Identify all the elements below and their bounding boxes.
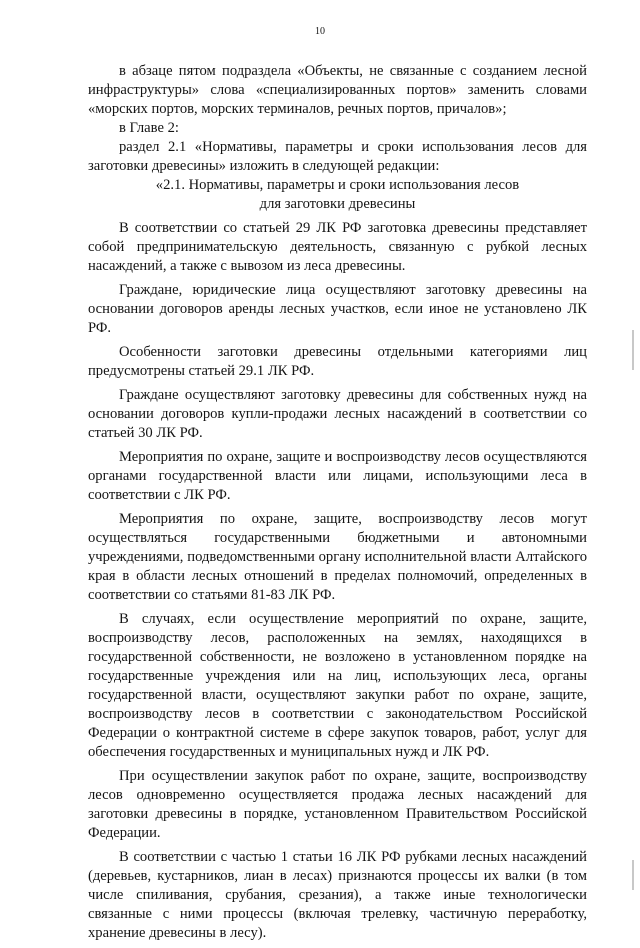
body-paragraph-2: Граждане, юридические лица осуществляют заготовку древесины на основании договоров аренды лесных участков, если иное не установлено ЛК РФ. [88, 282, 587, 336]
scan-edge-mark [632, 330, 634, 370]
section-heading-line-2: для заготовки древесины [259, 196, 416, 212]
body-paragraph-1: В соответствии со статьей 29 ЛК РФ заготовка древесины представляет собой предпринимательскую деятельность, связанную с рубкой лесных насаждений, а также с вывозом из леса древесины. [88, 220, 587, 274]
body-paragraph-9: В соответствии с частью 1 статьи 16 ЛК РФ рубками лесных насаждений (деревьев, кустарников, лиан в лесах) признаются процессы их валки (в том числе спиливания, срубания, срезания), а также иные технологически связанные с ними процессы (включая трелевку, частичную переработку, хранение древесины в лесу). [88, 849, 587, 941]
section-heading-line-1: «2.1. Нормативы, параметры и сроки использования лесов [155, 177, 520, 193]
amendment-intro [88, 62, 587, 214]
intro-paragraph-2: в Главе 2: [119, 120, 179, 136]
scan-edge-mark [632, 860, 634, 890]
intro-paragraph-1: в абзаце пятом подраздела «Объекты, не связанные с созданием лесной инфраструктуры» слова «специализированных портов» заменить словами «морских портов, морских терминалов, речных портов, причалов»; [88, 63, 587, 117]
body-paragraph-6: Мероприятия по охране, защите, воспроизводству лесов могут осуществляться государственными бюджетными и автономными учреждениями, подведомственными органу исполнительной власти Алтайского края в области лесных отношений в пределах полномочий, определенных в соответствии со статьями 81-83 ЛК РФ. [88, 511, 587, 603]
section-body [88, 219, 587, 948]
body-paragraph-3: Особенности заготовки древесины отдельными категориями лиц предусмотрены статьей 29.1 ЛК РФ. [88, 344, 587, 379]
page-number: 10 [315, 26, 325, 37]
body-paragraph-5: Мероприятия по охране, защите и воспроизводству лесов осуществляются органами государственной власти или лицами, использующими леса в соответствии с ЛК РФ. [88, 449, 587, 503]
body-paragraph-8: При осуществлении закупок работ по охране, защите, воспроизводству лесов одновременно осуществляется продажа лесных насаждений для заготовки древесины в порядке, установленном Правительством Российской Федерации. [88, 768, 587, 841]
body-paragraph-7: В случаях, если осуществление мероприятий по охране, защите, воспроизводству лесов, расположенных на землях, находящихся в государственной собственности, не возложено в установленном порядке на государственные учреждения или на лиц, использующих леса, органы государственной власти, осуществляют закупки работ по охране, защите, воспроизводству лесов в соответствии с законодательством Российской Федерации о контрактной системе в сфере закупок товаров, работ, услуг для обеспечения государственных и муниципальных нужд и ЛК РФ. [88, 611, 587, 760]
intro-paragraph-3: раздел 2.1 «Нормативы, параметры и сроки использования лесов для заготовки древесины» изложить в следующей редакции: [88, 139, 587, 174]
body-paragraph-4: Граждане осуществляют заготовку древесины для собственных нужд на основании договоров купли-продажи лесных насаждений в соответствии со статьей 30 ЛК РФ. [88, 387, 587, 441]
